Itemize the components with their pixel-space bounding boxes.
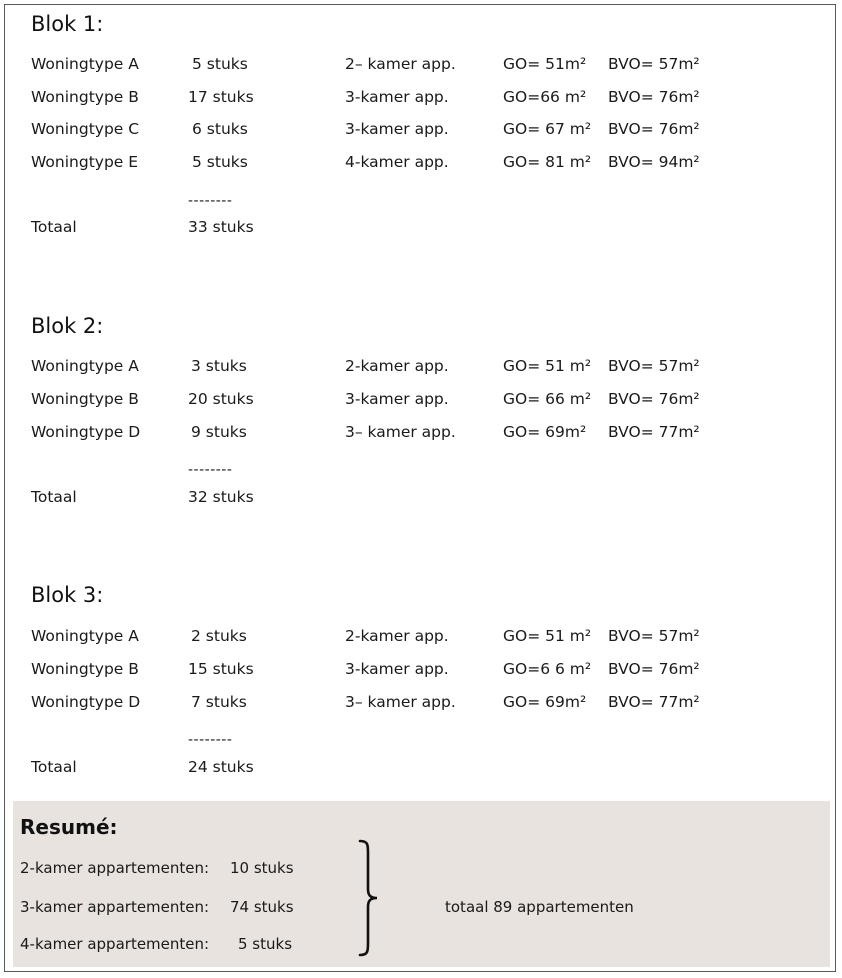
resume-total: totaal 89 appartementen [445, 898, 634, 916]
go-value: GO= 67 m² [503, 120, 592, 138]
curly-brace-icon [356, 839, 380, 957]
count: 3 stuks [191, 357, 247, 375]
blok-1-row [5, 120, 805, 142]
total-separator: -------- [188, 462, 233, 478]
kamer: 3-kamer app. [345, 120, 449, 138]
resume-label: 2-kamer appartementen: [20, 859, 210, 877]
total-label: Totaal [31, 488, 77, 506]
bvo-value: BVO= 57m² [608, 55, 700, 73]
woningtype: Woningtype A [31, 55, 139, 73]
woningtype: Woningtype A [31, 627, 139, 645]
count: 2 stuks [191, 627, 247, 645]
count: 20 stuks [188, 390, 254, 408]
bvo-value: BVO= 94m² [608, 153, 700, 171]
go-value: GO= 81 m² [503, 153, 592, 171]
resume-row [20, 859, 294, 877]
blok-2-row [5, 423, 805, 445]
woningtype: Woningtype C [31, 120, 140, 138]
kamer: 3-kamer app. [345, 88, 449, 106]
count: 9 stuks [191, 423, 247, 441]
bvo-value: BVO= 77m² [608, 423, 700, 441]
bvo-value: BVO= 76m² [608, 120, 700, 138]
count: 17 stuks [188, 88, 254, 106]
go-value: GO= 69m² [503, 423, 587, 441]
blok-1-total [5, 218, 805, 240]
total-separator: -------- [188, 732, 233, 748]
blok-2-row [5, 390, 805, 412]
woningtype: Woningtype E [31, 153, 139, 171]
total-label: Totaal [31, 218, 77, 236]
woningtype: Woningtype B [31, 88, 139, 106]
go-value: GO= 51 m² [503, 357, 592, 375]
bvo-value: BVO= 76m² [608, 660, 700, 678]
bvo-value: BVO= 77m² [608, 693, 700, 711]
kamer: 4-kamer app. [345, 153, 449, 171]
go-value: GO=66 m² [503, 88, 587, 106]
woningtype: Woningtype A [31, 357, 139, 375]
resume-count: 5 stuks [238, 935, 293, 953]
kamer: 3– kamer app. [345, 423, 456, 441]
blok-1-title: Blok 1: [31, 12, 104, 36]
resume-label: 4-kamer appartementen: [20, 935, 210, 953]
blok-3-title: Blok 3: [31, 583, 104, 607]
resume-row [20, 898, 294, 916]
kamer: 3– kamer app. [345, 693, 456, 711]
woningtype: Woningtype D [31, 423, 141, 441]
bvo-value: BVO= 76m² [608, 88, 700, 106]
resume-panel [13, 801, 830, 967]
go-value: GO=6 6 m² [503, 660, 592, 678]
total-label: Totaal [31, 758, 77, 776]
go-value: GO= 69m² [503, 693, 587, 711]
count: 5 stuks [192, 153, 248, 171]
kamer: 2– kamer app. [345, 55, 456, 73]
kamer: 2-kamer app. [345, 357, 449, 375]
bvo-value: BVO= 76m² [608, 390, 700, 408]
blok-3-row [5, 660, 805, 682]
woningtype: Woningtype D [31, 693, 141, 711]
blok-2-row [5, 357, 805, 379]
blok-2-title: Blok 2: [31, 314, 104, 338]
woningtype: Woningtype B [31, 660, 139, 678]
bvo-value: BVO= 57m² [608, 357, 700, 375]
resume-label: 3-kamer appartementen: [20, 898, 210, 916]
go-value: GO= 51 m² [503, 627, 592, 645]
blok-1-row [5, 88, 805, 110]
total-value: 24 stuks [188, 758, 254, 776]
kamer: 3-kamer app. [345, 660, 449, 678]
kamer: 2-kamer app. [345, 627, 449, 645]
go-value: GO= 66 m² [503, 390, 592, 408]
go-value: GO= 51m² [503, 55, 587, 73]
blok-3-row [5, 693, 805, 715]
resume-count: 74 stuks [230, 898, 294, 916]
count: 15 stuks [188, 660, 254, 678]
resume-row [20, 935, 293, 953]
count: 7 stuks [191, 693, 247, 711]
bvo-value: BVO= 57m² [608, 627, 700, 645]
blok-1-row [5, 153, 805, 175]
resume-title: Resumé: [20, 815, 118, 839]
total-separator: -------- [188, 193, 233, 209]
kamer: 3-kamer app. [345, 390, 449, 408]
count: 6 stuks [192, 120, 248, 138]
blok-3-row [5, 627, 805, 649]
total-value: 32 stuks [188, 488, 254, 506]
resume-count: 10 stuks [230, 859, 294, 877]
total-value: 33 stuks [188, 218, 254, 236]
woningtype: Woningtype B [31, 390, 139, 408]
count: 5 stuks [192, 55, 248, 73]
blok-2-total [5, 488, 805, 510]
blok-1-row [5, 55, 805, 77]
blok-3-total [5, 758, 805, 780]
